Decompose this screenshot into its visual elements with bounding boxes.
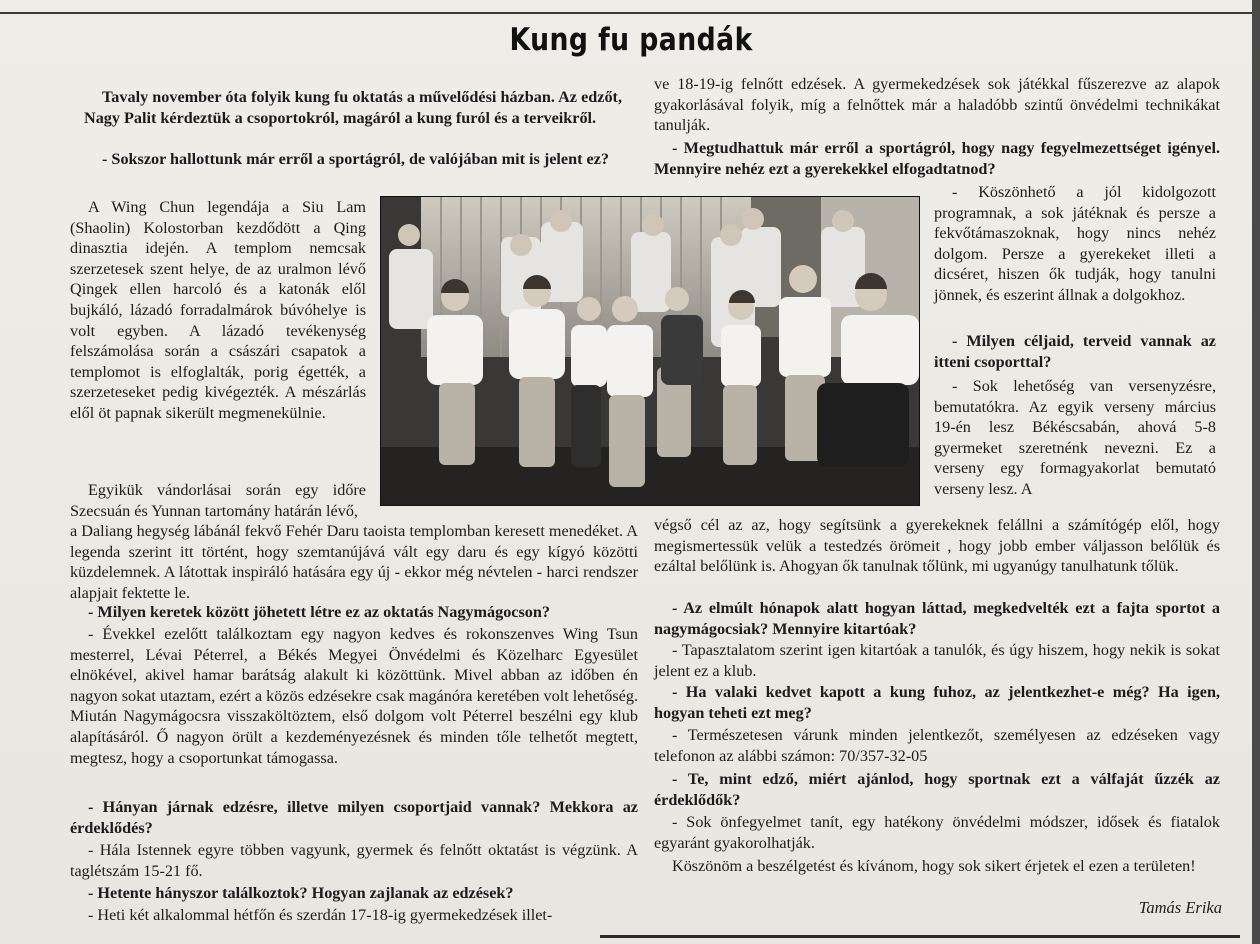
answer-3: - Hála Istennek egyre többen vagyunk, gyermek és felnőtt oktatást is végzünk. A taglétszám 15-21 fő. (70, 841, 638, 880)
article-title: Kung fu pandák (509, 22, 753, 58)
question-6: - Milyen céljaid, terveid vannak az itteni csoporttal? (934, 332, 1216, 371)
answer-1-part-2-start: Egyikük vándorlásai során egy időre Szecsuán és Yunnan tartomány határán lévő, (70, 481, 366, 520)
answer-1-part-2-rest: a Daliang hegység lábánál fekvő Fehér Daru taoista templomban keresett menedéket. A legenda szerint itt történt, hogy szemtanújává vált egy daru és egy kígyó közötti küzdelemnek. A látottak inspiráló hatására egy új - ekkor még névtelen - harci rendszer alapjait fektette le. (70, 522, 638, 602)
bottom-rule (600, 935, 1240, 938)
page-edge (1252, 0, 1260, 944)
question-5: - Megtudhattuk már erről a sportágról, hogy nagy fegyelmezettséget igényel. Mennyire nehéz ezt a gyerekekkel elfogadtatnod? (654, 139, 1220, 178)
question-2: - Milyen keretek között jöhetett létre ez az oktatás Nagymágocson? (88, 603, 550, 621)
author-signature: Tamás Erika (1138, 898, 1222, 917)
answer-4-part-2: ve 18-19-ig felnőtt edzések. A gyermekedzések sok játékkal fűszerezve az alapok gyakorlásával folyik, míg a felnőttek már a haladóbb szintű önvédelmi technikákat tanulják. (654, 75, 1220, 135)
answer-2: - Évekkel ezelőtt találkoztam egy nagyon kedves és rokonszenves Wing Tsun mesterrel, Lévai Péterrel, a Békés Megyei Önvédelmi és Közelharc Egyesület elnökével, akivel hamar barátság alakult ki közöttünk. Mivel abban az időben én nagyon sokat utaztam, ezért a közös edzésekre csak magánóra keretében volt lehetőség. Miután Nagymágocsra visszaköltöztem, első dolgom volt Péterrel beszélni egy klub alapításáról. Ő nagyon örült a kezdeményezésnek és minden tőle telhetőt megtett, megtesz, hogy a csoportunkat támogassa. (70, 625, 638, 767)
question-9: - Te, mint edző, miért ajánlod, hogy sportnak ezt a válfaját űzzék az érdeklődők? (654, 770, 1220, 809)
answer-4-part-1: - Heti két alkalommal hétfőn és szerdán 17-18-ig gyermekedzések illet- (88, 906, 553, 924)
answer-7: - Tapasztalatom szerint igen kitartóak a tanulók, és úgy hiszem, hogy nekik is sokat jelent ez a klub. (654, 641, 1220, 680)
answer-5: - Köszönhető a jól kidolgozott programnak, a sok játéknak és persze a fekvőtámaszoknak, hogy nincs nehéz dolgom. Persze a gyerekeket illeti a dicséret, hiszen ők tudják, hogy tanulni jönnek, és eszerint állnak a dolgokhoz. (934, 183, 1216, 304)
answer-1-part-1: A Wing Chun legendája a Siu Lam (Shaolin) Kolostorban kezdődött a Qing dinasztia idején. A templom nemcsak szerzetesek szent helye, de az uralmon lévő Qingek ellen harcoló és a katonák elől bujkáló, lázadó forradalmárok búvóhelye is volt egyben. A lázadó tevékenység felszámolása során a császári csapatok a templomot is elfoglalták, porig égették, a szerzeteseket pedig kivégezték. A mészárlás elől öt papnak sikerült megmenekülnie. (70, 198, 366, 422)
answer-6-part-1: - Sok lehetőség van versenyzésre, bemutatókra. Az egyik verseny március 19-én lesz Békéscsabán, ahová 5-8 gyermeket szeretnénk nevezni. Ez a verseny egy formagyakorlat bemutató verseny lesz. A (934, 377, 1216, 498)
answer-8: - Természetesen várunk minden jelentkezőt, személyesen az edzéseken vagy telefonon az alábbi számon: 70/357-32-05 (654, 726, 1220, 765)
article-intro: Tavaly november óta folyik kung fu oktatás a művelődési házban. Az edzőt, Nagy Palit kérdeztük a csoportokról, magáról a kung furól és a terveikről. (84, 88, 622, 127)
answer-9: - Sok önfegyelmet tanít, egy hatékony önvédelmi módszer, idősek és fiatalok egyaránt gyakorolhatják. (654, 813, 1220, 852)
question-4: - Hetente hányszor találkoztok? Hogyan zajlanak az edzések? (88, 884, 514, 902)
question-3: - Hányan járnak edzésre, illetve milyen csoportjaid vannak? Mekkora az érdeklődés? (70, 798, 638, 837)
group-photo-icon (380, 196, 920, 506)
answer-6-part-2: végső cél az az, hogy segítsünk a gyerekeknek felállni a számítógép elől, hogy megismertessük velük a testedzés örömeit , hogy jobb ember váljasson belőlük és ezáltal belőlünk is. Ahogyan ők tanulnak tőlünk, mi ugyanúgy tanulhatunk tőlük. (654, 516, 1220, 576)
question-8: - Ha valaki kedvet kapott a kung fuhoz, az jelentkezhet-e még? Ha igen, hogyan teheti ezt meg? (654, 683, 1220, 722)
question-7: - Az elmúlt hónapok alatt hogyan láttad, megkedvelték ezt a fajta sportot a nagymágocsiak? Mennyire kitartóak? (654, 599, 1220, 638)
top-rule (0, 12, 1260, 14)
closing-text: Köszönöm a beszélgetést és kívánom, hogy sok sikert érjetek el ezen a területen! (672, 857, 1196, 875)
question-1: - Sokszor hallottunk már erről a sportágról, de valójában mit is jelent ez? (102, 150, 610, 168)
